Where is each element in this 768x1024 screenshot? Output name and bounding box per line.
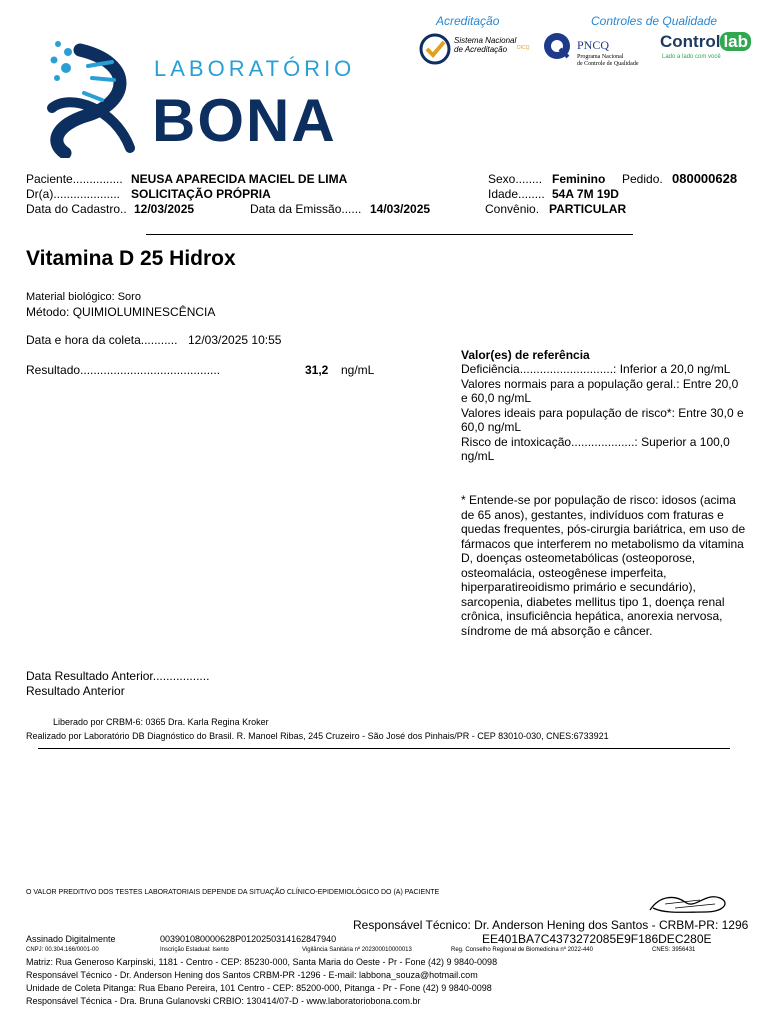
- reference-line: Risco de intoxicação...................: Superior a 100,0 ng/mL: [461, 434, 730, 463]
- accreditation-title: Acreditação: [436, 14, 500, 28]
- assinado-label: Assinado Digitalmente: [26, 934, 116, 944]
- signature-hash: EE401BA7C4373272085E9F186DEC280E: [482, 932, 712, 946]
- paciente-label: Paciente...............: [26, 172, 123, 186]
- inscricao-text: Inscrição Estadual: Isento: [160, 947, 229, 953]
- sexo-value: Feminino: [552, 172, 606, 186]
- material-text: Material biológico: Soro: [26, 291, 141, 303]
- coleta-label: Data e hora da coleta...........: [26, 333, 178, 347]
- pedido-value: 080000628: [672, 171, 738, 186]
- pncq-line2: de Controle de Qualidade: [577, 61, 639, 67]
- unidade-text: Unidade de Coleta Pitanga: Rua Ebano Pereira, 101 Centro - CEP: 85200-000, Pitanga - Pr - Fone (42) 9 9840-0098: [26, 983, 492, 993]
- resultado-value: 31,2: [305, 363, 329, 377]
- lab-logo: [40, 38, 410, 163]
- sna-line3: DICQ: [517, 45, 530, 51]
- pncq-title: PNCQ: [577, 38, 610, 52]
- paciente-name: NEUSA APARECIDA MACIEL DE LIMA: [131, 172, 348, 186]
- convenio-label: Convênio.: [485, 202, 540, 216]
- sexo-label: Sexo........: [488, 172, 543, 186]
- pncq-q-icon: [541, 30, 573, 62]
- prev-date-label: Data Resultado Anterior.................: [26, 669, 210, 683]
- reference-note: * Entende-se por população de risco: idosos (acima de 65 anos), gestantes, indivíduos com fraturas e quedas frequentes, pós-cirurgia bariátrica, em uso de fármacos que interferem no metabolismo da vitamina D, doenças osteometabólicas (osteoporose, osteomalácia, osteogênese imperfeita, hiperparatireoidismo primário e secundário), sarcopenia, diabetes mellitus tipo 1, doença renal crônica, insuficiência hepática, anorexia nervosa, síndrome de má absorção e câncer.: [461, 493, 746, 638]
- exam-divider: [38, 748, 730, 749]
- pncq-seal: [541, 30, 656, 70]
- liberado-text: Liberado por CRBM-6: 0365 Dra. Karla Regina Kroker: [53, 717, 269, 727]
- resultado-unit: ng/mL: [341, 363, 375, 377]
- reference-line: Valores normais para a população geral.: Entre 20,0 e 60,0 ng/mL: [461, 376, 739, 405]
- resp-tecnico-text: Responsável Técnico - Dr. Anderson Hening dos Santos CRBM-PR -1296 - E-mail: labbona_souza@hotmail.com: [26, 970, 478, 980]
- reference-title: Valor(es) de referência: [461, 348, 590, 362]
- assinado-code: 003901080000628P0120250314162847940: [160, 934, 337, 944]
- controllab-tagline: Lado a lado com você: [662, 54, 721, 60]
- responsavel-text: Responsável Técnico: Dr. Anderson Hening dos Santos - CRBM-PR: 1296: [353, 918, 749, 932]
- controllab-title: Control lab: [660, 32, 751, 52]
- cadastro-label: Data do Cadastro..: [26, 202, 127, 216]
- pncq-line1: Programa Nacional: [577, 54, 624, 60]
- cadastro-date: 12/03/2025: [134, 202, 195, 216]
- dna-logo-icon: [40, 38, 150, 158]
- idade-label: Idade........: [488, 187, 545, 201]
- cnes-text: CNES: 3956431: [652, 947, 696, 953]
- signature-image: [645, 890, 735, 920]
- prev-result-label: Resultado Anterior: [26, 684, 125, 698]
- sna-line1: Sistema Nacional: [454, 36, 517, 45]
- controllab-logo: [660, 32, 762, 62]
- pedido-label: Pedido.: [622, 172, 663, 186]
- sna-line2: de Acreditação: [454, 45, 508, 54]
- realizado-text: Realizado por Laboratório DB Diagnóstico do Brasil. R. Manoel Ribas, 245 Cruzeiro - São José dos Pinhais/PR - CEP 83010-030, CNES:6733921: [26, 731, 609, 741]
- metodo-text: Método: QUIMIOLUMINESCÊNCIA: [26, 305, 216, 319]
- dra-label: Dr(a)....................: [26, 187, 121, 201]
- conselho-text: Reg. Conselho Regional de Biomedicina nº 2022-440: [451, 947, 593, 953]
- dra-value: SOLICITAÇÃO PRÓPRIA: [131, 187, 271, 201]
- resultado-label: Resultado..........................................: [26, 363, 221, 377]
- cnpj-text: CNPJ: 00.304.166/0001-00: [26, 947, 99, 953]
- vigilancia-text: Vigilância Sanitária nº 202300010000013: [302, 947, 412, 953]
- sna-seal: [418, 32, 528, 70]
- logo-subtitle: LABORATÓRIO: [154, 56, 356, 81]
- resp-tecnica-text: Responsável Técnica - Dra. Bruna Gulanovski CRBIO: 130414/07-D - www.laboratoriobona.com.br: [26, 996, 421, 1006]
- reference-block: [461, 362, 746, 464]
- coleta-date: 12/03/2025 10:55: [188, 333, 282, 347]
- quality-title: Controles de Qualidade: [591, 14, 718, 28]
- exam-title: Vitamina D 25 Hidrox: [26, 247, 236, 270]
- emissao-date: 14/03/2025: [370, 202, 431, 216]
- emissao-label: Data da Emissão......: [250, 202, 362, 216]
- convenio-value: PARTICULAR: [549, 202, 627, 216]
- logo-name: BONA: [152, 87, 337, 154]
- idade-value: 54A 7M 19D: [552, 187, 619, 201]
- matriz-text: Matriz: Rua Generoso Karpinski, 1181 - Centro - CEP: 85230-000, Santa Maria do Oeste - Pr - Fone (42) 9 9840-0098: [26, 957, 498, 967]
- reference-line: Deficiência............................: Inferior a 20,0 ng/mL: [461, 362, 731, 376]
- reference-line: Valores ideais para população de risco*: Entre 30,0 e 60,0 ng/mL: [461, 405, 744, 434]
- header-divider: [146, 234, 633, 235]
- disclaimer-text: O VALOR PREDITIVO DOS TESTES LABORATORIAIS DEPENDE DA SITUAÇÃO CLÍNICO-EPIDEMIOLÓGICO DO (A) PACIENTE: [26, 889, 440, 896]
- check-seal-icon: [418, 32, 452, 66]
